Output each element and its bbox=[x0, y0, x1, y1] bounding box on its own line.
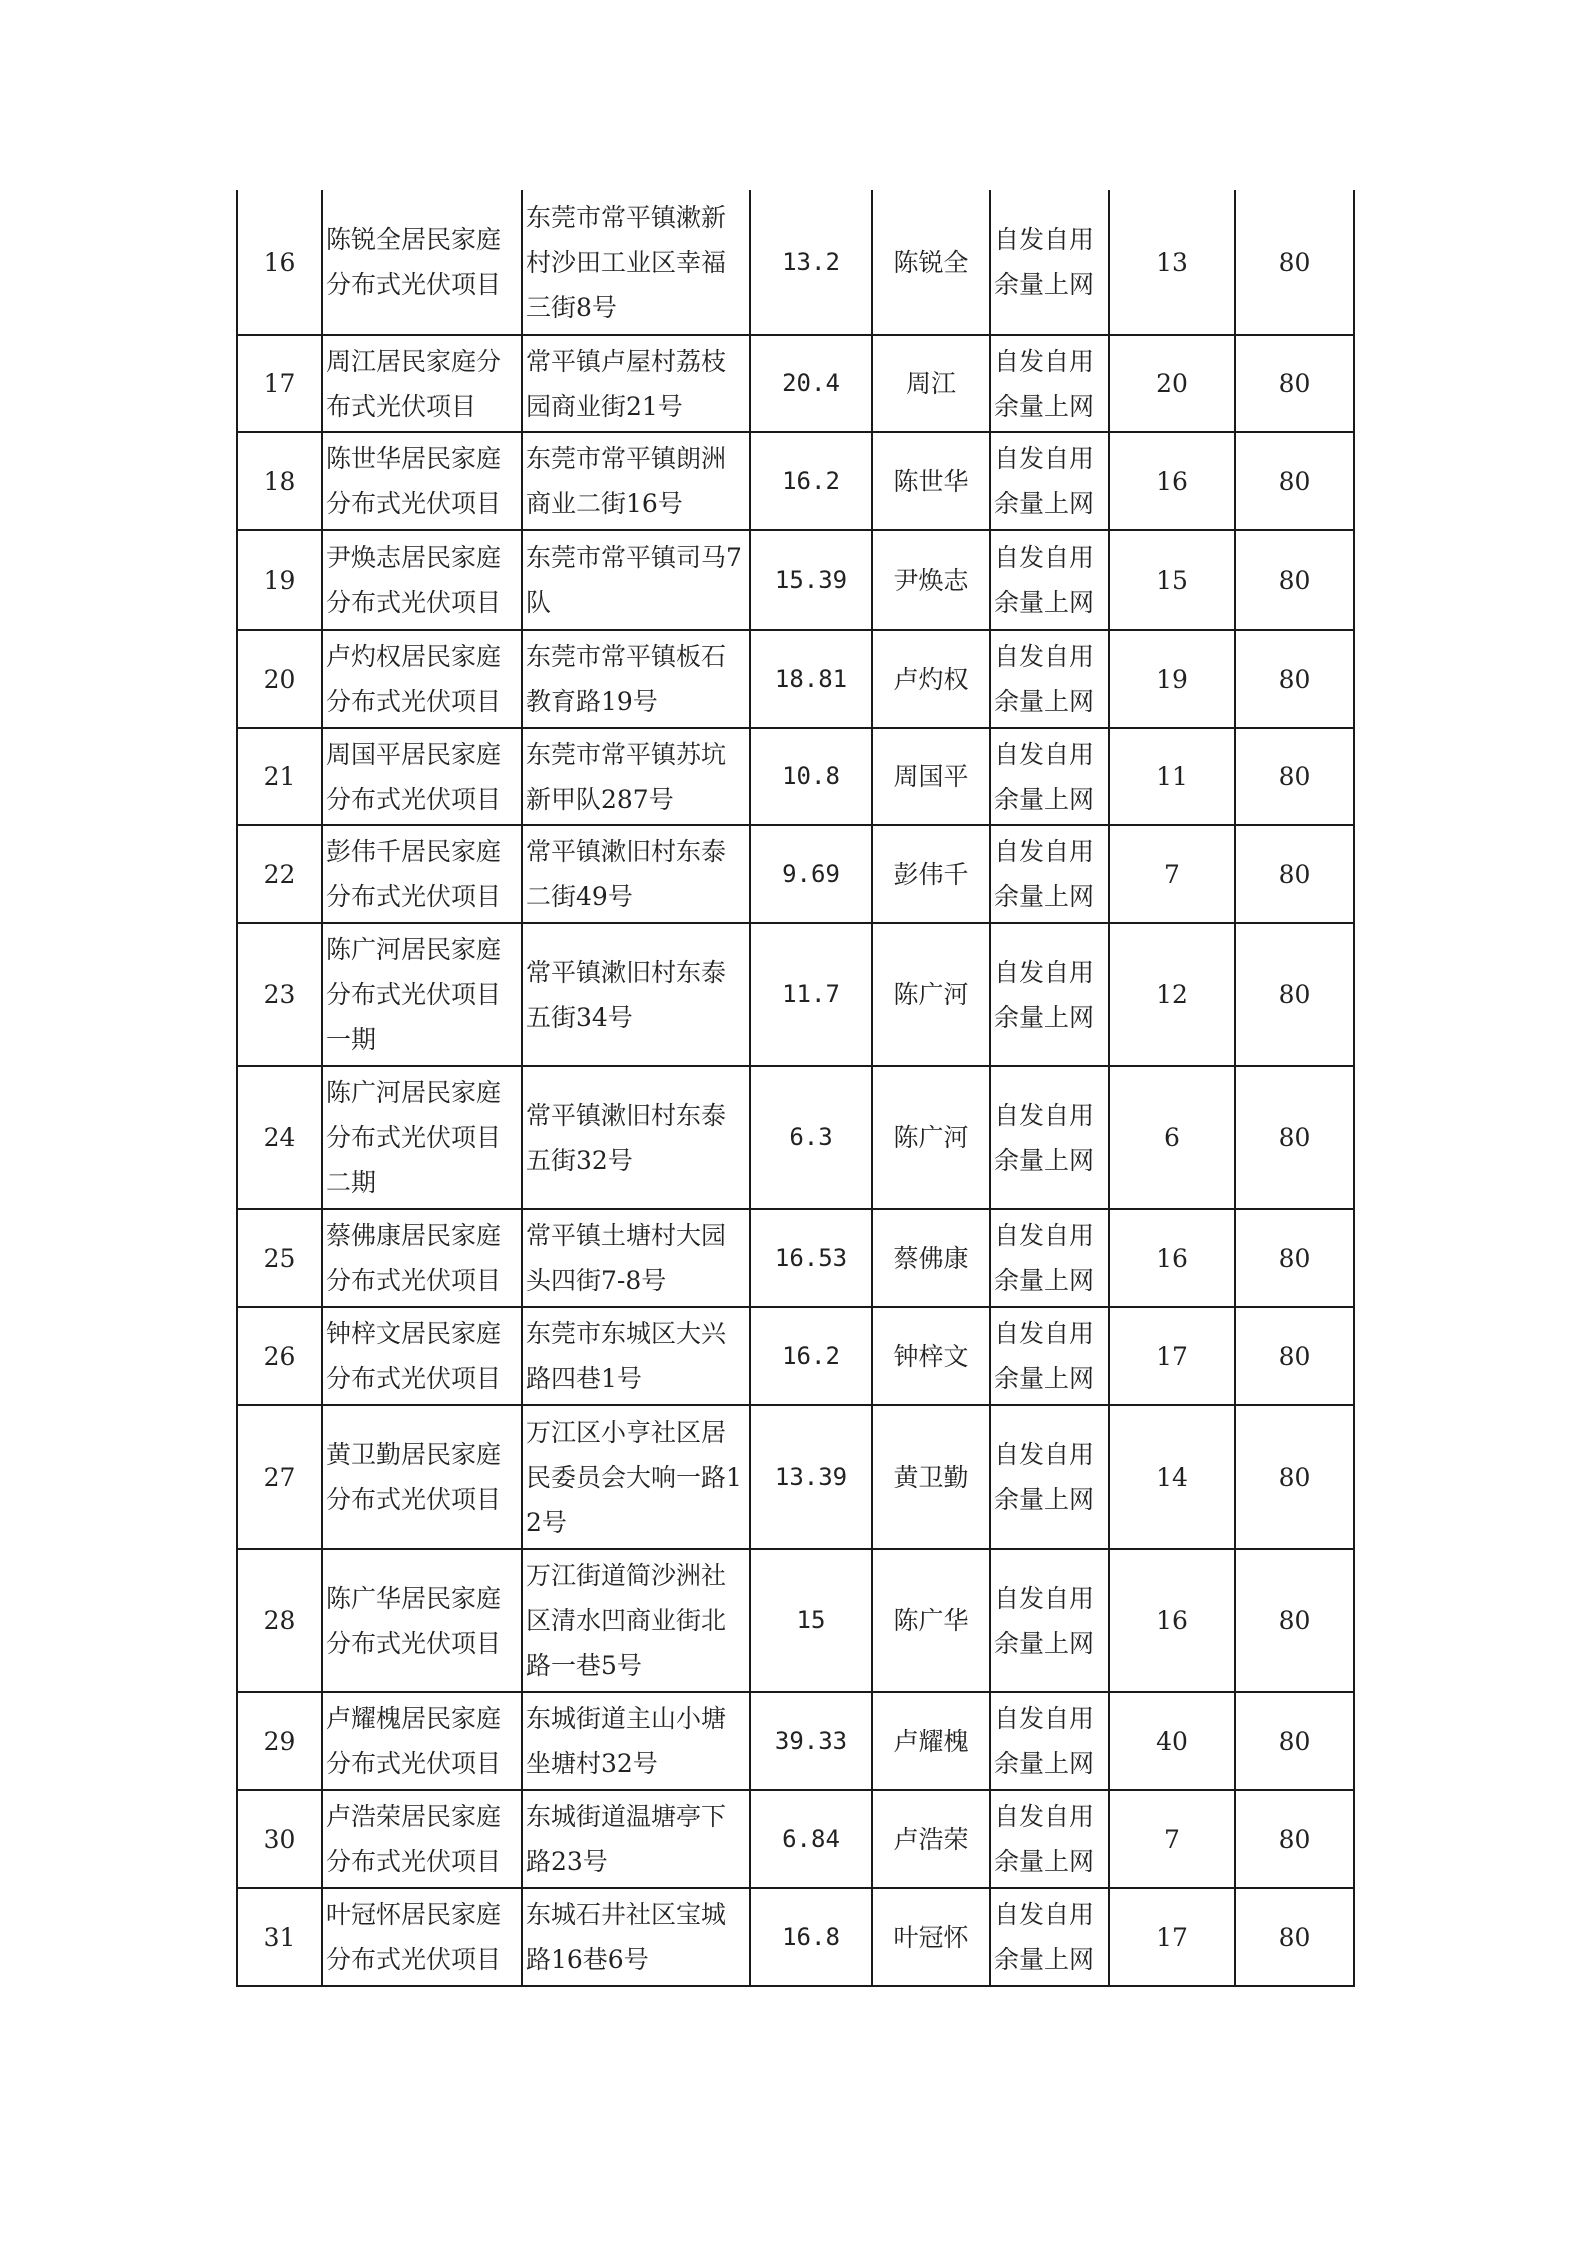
cell-project-name: 卢耀槐居民家庭分布式光伏项目 bbox=[322, 1692, 522, 1790]
cell-owner: 陈广河 bbox=[872, 1066, 990, 1209]
cell-project-name: 叶冠怀居民家庭分布式光伏项目 bbox=[322, 1888, 522, 1986]
cell-kw: 16 bbox=[1109, 432, 1235, 530]
cell-address: 东莞市常平镇板石教育路19号 bbox=[522, 630, 750, 728]
cell-value: 80 bbox=[1235, 630, 1354, 728]
cell-number: 18 bbox=[237, 432, 322, 530]
cell-value: 80 bbox=[1235, 335, 1354, 432]
cell-capacity: 13.39 bbox=[750, 1405, 872, 1549]
cell-value: 80 bbox=[1235, 432, 1354, 530]
cell-capacity: 16.2 bbox=[750, 1307, 872, 1405]
cell-owner: 卢灼权 bbox=[872, 630, 990, 728]
cell-value: 80 bbox=[1235, 1790, 1354, 1888]
cell-value: 80 bbox=[1235, 190, 1354, 335]
cell-number: 25 bbox=[237, 1209, 322, 1307]
table-row bbox=[237, 1405, 1354, 1549]
cell-capacity: 16.53 bbox=[750, 1209, 872, 1307]
table-row bbox=[237, 190, 1354, 335]
cell-grid-mode: 自发自用余量上网 bbox=[990, 1692, 1109, 1790]
cell-number: 29 bbox=[237, 1692, 322, 1790]
cell-kw: 19 bbox=[1109, 630, 1235, 728]
cell-kw: 40 bbox=[1109, 1692, 1235, 1790]
cell-capacity: 16.2 bbox=[750, 432, 872, 530]
cell-capacity: 9.69 bbox=[750, 825, 872, 923]
cell-grid-mode: 自发自用余量上网 bbox=[990, 1066, 1109, 1209]
cell-number: 31 bbox=[237, 1888, 322, 1986]
cell-owner: 卢耀槐 bbox=[872, 1692, 990, 1790]
cell-value: 80 bbox=[1235, 1209, 1354, 1307]
cell-capacity: 6.84 bbox=[750, 1790, 872, 1888]
cell-address: 东城街道主山小塘坐塘村32号 bbox=[522, 1692, 750, 1790]
cell-project-name: 周国平居民家庭分布式光伏项目 bbox=[322, 728, 522, 825]
cell-value: 80 bbox=[1235, 1549, 1354, 1692]
table-row bbox=[237, 1209, 1354, 1307]
table-row bbox=[237, 1307, 1354, 1405]
cell-number: 27 bbox=[237, 1405, 322, 1549]
cell-number: 20 bbox=[237, 630, 322, 728]
cell-address: 常平镇漱旧村东泰五街34号 bbox=[522, 923, 750, 1066]
cell-address: 常平镇土塘村大园头四街7-8号 bbox=[522, 1209, 750, 1307]
cell-project-name: 尹焕志居民家庭分布式光伏项目 bbox=[322, 530, 522, 630]
cell-project-name: 蔡佛康居民家庭分布式光伏项目 bbox=[322, 1209, 522, 1307]
table-row bbox=[237, 1692, 1354, 1790]
cell-address: 东莞市常平镇司马7队 bbox=[522, 530, 750, 630]
cell-grid-mode: 自发自用余量上网 bbox=[990, 1549, 1109, 1692]
cell-owner: 周江 bbox=[872, 335, 990, 432]
cell-capacity: 6.3 bbox=[750, 1066, 872, 1209]
cell-capacity: 16.8 bbox=[750, 1888, 872, 1986]
cell-address: 东莞市东城区大兴路四巷1号 bbox=[522, 1307, 750, 1405]
cell-owner: 叶冠怀 bbox=[872, 1888, 990, 1986]
cell-grid-mode: 自发自用余量上网 bbox=[990, 1888, 1109, 1986]
table-row bbox=[237, 530, 1354, 630]
cell-kw: 7 bbox=[1109, 825, 1235, 923]
cell-owner: 彭伟千 bbox=[872, 825, 990, 923]
cell-grid-mode: 自发自用余量上网 bbox=[990, 923, 1109, 1066]
cell-capacity: 10.8 bbox=[750, 728, 872, 825]
cell-owner: 陈锐全 bbox=[872, 190, 990, 335]
cell-kw: 16 bbox=[1109, 1209, 1235, 1307]
cell-kw: 16 bbox=[1109, 1549, 1235, 1692]
cell-capacity: 13.2 bbox=[750, 190, 872, 335]
cell-grid-mode: 自发自用余量上网 bbox=[990, 530, 1109, 630]
cell-project-name: 周江居民家庭分布式光伏项目 bbox=[322, 335, 522, 432]
cell-number: 17 bbox=[237, 335, 322, 432]
cell-number: 21 bbox=[237, 728, 322, 825]
table-row bbox=[237, 825, 1354, 923]
cell-kw: 12 bbox=[1109, 923, 1235, 1066]
cell-project-name: 陈广河居民家庭分布式光伏项目一期 bbox=[322, 923, 522, 1066]
cell-address: 东莞市常平镇漱新村沙田工业区幸福三街8号 bbox=[522, 190, 750, 335]
cell-value: 80 bbox=[1235, 1405, 1354, 1549]
cell-address: 东莞市常平镇朗洲商业二街16号 bbox=[522, 432, 750, 530]
cell-capacity: 15.39 bbox=[750, 530, 872, 630]
cell-kw: 17 bbox=[1109, 1307, 1235, 1405]
cell-owner: 钟梓文 bbox=[872, 1307, 990, 1405]
table-row bbox=[237, 1549, 1354, 1692]
cell-capacity: 39.33 bbox=[750, 1692, 872, 1790]
cell-kw: 14 bbox=[1109, 1405, 1235, 1549]
cell-address: 东城街道温塘亭下路23号 bbox=[522, 1790, 750, 1888]
cell-kw: 6 bbox=[1109, 1066, 1235, 1209]
cell-grid-mode: 自发自用余量上网 bbox=[990, 630, 1109, 728]
cell-capacity: 18.81 bbox=[750, 630, 872, 728]
cell-project-name: 陈广河居民家庭分布式光伏项目二期 bbox=[322, 1066, 522, 1209]
cell-value: 80 bbox=[1235, 728, 1354, 825]
cell-owner: 陈广河 bbox=[872, 923, 990, 1066]
cell-capacity: 11.7 bbox=[750, 923, 872, 1066]
cell-value: 80 bbox=[1235, 1066, 1354, 1209]
cell-project-name: 黄卫勤居民家庭分布式光伏项目 bbox=[322, 1405, 522, 1549]
cell-kw: 11 bbox=[1109, 728, 1235, 825]
cell-number: 22 bbox=[237, 825, 322, 923]
table-body bbox=[237, 190, 1354, 1986]
cell-address: 东城石井社区宝城路16巷6号 bbox=[522, 1888, 750, 1986]
cell-grid-mode: 自发自用余量上网 bbox=[990, 728, 1109, 825]
cell-address: 常平镇卢屋村荔枝园商业街21号 bbox=[522, 335, 750, 432]
table-row bbox=[237, 432, 1354, 530]
cell-number: 19 bbox=[237, 530, 322, 630]
cell-grid-mode: 自发自用余量上网 bbox=[990, 1405, 1109, 1549]
cell-grid-mode: 自发自用余量上网 bbox=[990, 1790, 1109, 1888]
cell-number: 24 bbox=[237, 1066, 322, 1209]
cell-project-name: 彭伟千居民家庭分布式光伏项目 bbox=[322, 825, 522, 923]
cell-kw: 20 bbox=[1109, 335, 1235, 432]
cell-value: 80 bbox=[1235, 1692, 1354, 1790]
cell-grid-mode: 自发自用余量上网 bbox=[990, 432, 1109, 530]
cell-grid-mode: 自发自用余量上网 bbox=[990, 1209, 1109, 1307]
table-row bbox=[237, 1066, 1354, 1209]
cell-grid-mode: 自发自用余量上网 bbox=[990, 825, 1109, 923]
cell-grid-mode: 自发自用余量上网 bbox=[990, 1307, 1109, 1405]
cell-number: 26 bbox=[237, 1307, 322, 1405]
cell-address: 常平镇漱旧村东泰二街49号 bbox=[522, 825, 750, 923]
table-row bbox=[237, 728, 1354, 825]
cell-owner: 陈广华 bbox=[872, 1549, 990, 1692]
cell-project-name: 卢浩荣居民家庭分布式光伏项目 bbox=[322, 1790, 522, 1888]
cell-owner: 周国平 bbox=[872, 728, 990, 825]
table-row bbox=[237, 630, 1354, 728]
cell-project-name: 钟梓文居民家庭分布式光伏项目 bbox=[322, 1307, 522, 1405]
cell-kw: 17 bbox=[1109, 1888, 1235, 1986]
cell-value: 80 bbox=[1235, 530, 1354, 630]
cell-number: 28 bbox=[237, 1549, 322, 1692]
table-row bbox=[237, 923, 1354, 1066]
cell-address: 万江街道简沙洲社区清水凹商业街北路一巷5号 bbox=[522, 1549, 750, 1692]
table-row bbox=[237, 1790, 1354, 1888]
cell-address: 常平镇漱旧村东泰五街32号 bbox=[522, 1066, 750, 1209]
cell-owner: 尹焕志 bbox=[872, 530, 990, 630]
table-row bbox=[237, 335, 1354, 432]
cell-owner: 蔡佛康 bbox=[872, 1209, 990, 1307]
cell-number: 30 bbox=[237, 1790, 322, 1888]
cell-owner: 卢浩荣 bbox=[872, 1790, 990, 1888]
cell-project-name: 陈锐全居民家庭分布式光伏项目 bbox=[322, 190, 522, 335]
cell-capacity: 15 bbox=[750, 1549, 872, 1692]
cell-owner: 陈世华 bbox=[872, 432, 990, 530]
cell-value: 80 bbox=[1235, 825, 1354, 923]
cell-address: 东莞市常平镇苏坑新甲队287号 bbox=[522, 728, 750, 825]
table-row bbox=[237, 1888, 1354, 1986]
cell-kw: 7 bbox=[1109, 1790, 1235, 1888]
cell-kw: 15 bbox=[1109, 530, 1235, 630]
cell-value: 80 bbox=[1235, 1307, 1354, 1405]
cell-grid-mode: 自发自用余量上网 bbox=[990, 335, 1109, 432]
cell-project-name: 陈世华居民家庭分布式光伏项目 bbox=[322, 432, 522, 530]
cell-kw: 13 bbox=[1109, 190, 1235, 335]
cell-value: 80 bbox=[1235, 923, 1354, 1066]
cell-number: 16 bbox=[237, 190, 322, 335]
cell-project-name: 卢灼权居民家庭分布式光伏项目 bbox=[322, 630, 522, 728]
cell-number: 23 bbox=[237, 923, 322, 1066]
cell-grid-mode: 自发自用余量上网 bbox=[990, 190, 1109, 335]
cell-capacity: 20.4 bbox=[750, 335, 872, 432]
pv-project-table bbox=[236, 190, 1355, 1987]
cell-project-name: 陈广华居民家庭分布式光伏项目 bbox=[322, 1549, 522, 1692]
cell-address: 万江区小亨社区居民委员会大响一路12号 bbox=[522, 1405, 750, 1549]
cell-value: 80 bbox=[1235, 1888, 1354, 1986]
cell-owner: 黄卫勤 bbox=[872, 1405, 990, 1549]
